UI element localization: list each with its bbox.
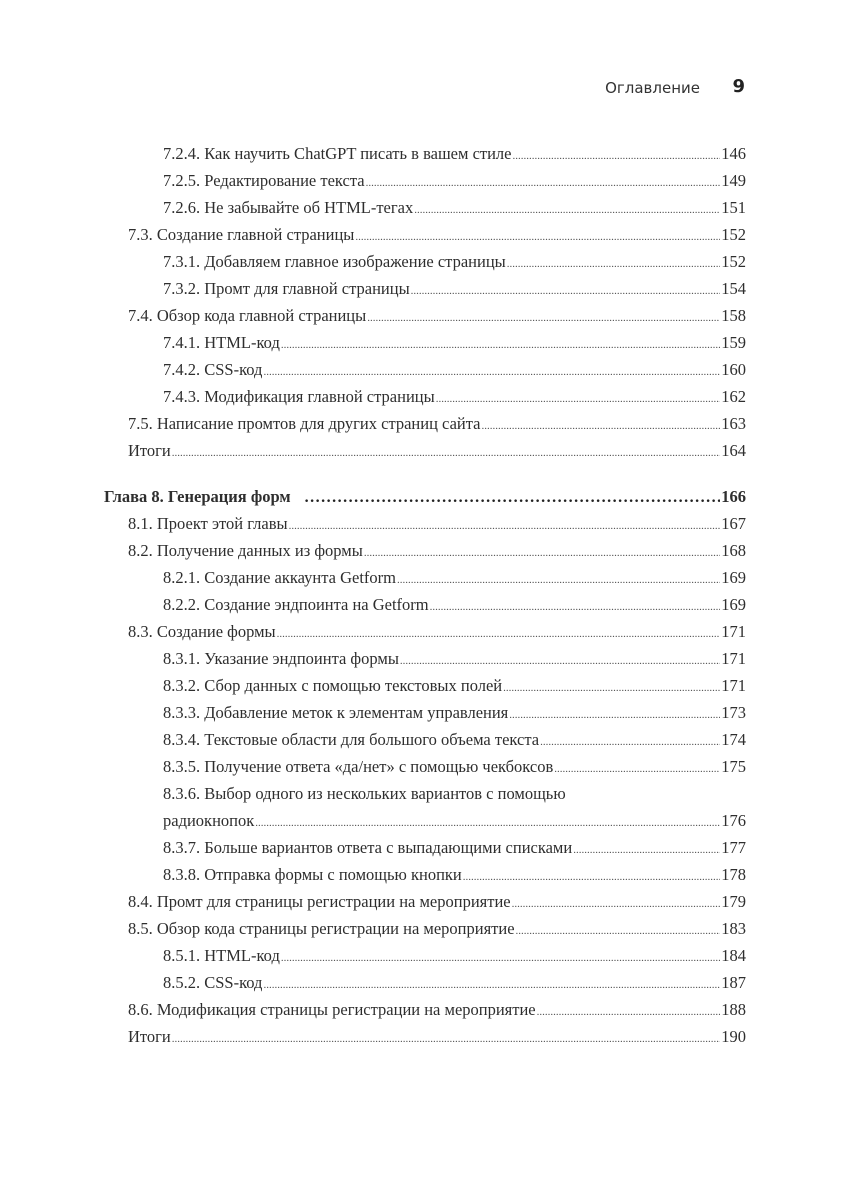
toc-entry[interactable] [104,645,746,672]
toc-entry-label: 8.3.5. Получение ответа «да/нет» с помощью чекбоксов [163,757,554,776]
page-number: 9 [732,76,745,97]
toc-entry-label: 8.3. Создание формы [128,622,276,641]
toc-entry-label: 7.2.6. Не забывайте об HTML-тегах [163,198,414,217]
toc-entry[interactable] [104,510,746,537]
toc-entry-page: 162 [721,387,746,406]
dot-leader [281,332,720,359]
toc-entry-label: 7.5. Написание промтов для других страниц сайта [128,414,481,433]
dot-leader [263,359,720,386]
dot-leader [397,567,720,594]
toc-entry[interactable] [104,221,746,248]
toc-entry[interactable] [104,618,746,645]
toc-entry-label: 8.2.1. Создание аккаунта Getform [163,568,396,587]
toc-entry-label: 8.3.6. Выбор одного из нескольких вариантов с помощью [163,784,566,803]
toc-entry-page: 184 [721,946,746,965]
toc-entry[interactable] [104,915,746,942]
dot-leader [364,540,720,567]
dot-leader [172,1026,720,1053]
toc-entry-page: 169 [721,595,746,614]
toc-entry-label: 7.4.1. HTML-код [163,333,280,352]
toc-entry-wrapped-continuation[interactable] [104,807,746,834]
dot-leader [436,386,721,413]
toc-entry[interactable] [104,167,746,194]
toc-entry[interactable] [104,564,746,591]
toc-entry-label: 8.3.8. Отправка формы с помощью кнопки [163,865,462,884]
toc-entry-label: 8.2.2. Создание эндпоинта на Getform [163,595,429,614]
dot-leader [172,440,720,467]
toc-entry[interactable] [104,834,746,861]
toc-entry-page: 178 [721,865,746,884]
dot-leader [463,864,721,891]
toc-entry-page: 149 [721,171,746,190]
toc-entry[interactable] [104,140,746,167]
dot-leader [305,484,721,511]
toc-entry[interactable] [104,329,746,356]
toc-entry-page: 152 [721,252,746,271]
dot-leader [263,972,720,999]
toc-entry-page: 171 [721,676,746,695]
toc-entry[interactable] [104,410,746,437]
toc-entry-label: 7.3.1. Добавляем главное изображение страницы [163,252,506,271]
toc-entry-page: 174 [721,730,746,749]
dot-leader [281,945,720,972]
toc-entry[interactable] [104,699,746,726]
toc-entry-label: 7.3.2. Промт для главной страницы [163,279,410,298]
toc-entry-page: 151 [721,198,746,217]
toc-entry-label: 8.3.2. Сбор данных с помощью текстовых полей [163,676,503,695]
toc-entry-page: 166 [721,487,746,506]
toc-entry-page: 152 [721,225,746,244]
toc-entry-label: 8.5. Обзор кода страницы регистрации на мероприятие [128,919,515,938]
toc-entry-label: 8.5.2. CSS-код [163,973,263,992]
toc-entry[interactable] [104,753,746,780]
dot-leader [509,702,720,729]
toc-entry-wrapped-first-line[interactable] [104,780,746,807]
dot-leader [537,999,721,1026]
toc-entry-label: 8.2. Получение данных из формы [128,541,363,560]
toc-entry-page: 171 [721,649,746,668]
toc-entry[interactable] [104,969,746,996]
toc-entry-label: Итоги [128,441,171,460]
toc-entry-page: 183 [721,919,746,938]
toc-entry-label: 8.3.4. Текстовые области для большого объема текста [163,730,540,749]
dot-leader [481,413,720,440]
toc-entry-label: 7.2.4. Как научить ChatGPT писать в вашем стиле [163,144,512,163]
dot-leader [414,197,720,224]
toc-entry-page: 176 [721,811,746,830]
toc-entry[interactable] [104,383,746,410]
toc-entry[interactable] [104,861,746,888]
dot-leader [507,251,721,278]
dot-leader [516,918,721,945]
dot-leader [513,143,721,170]
toc-entry-page: 146 [721,144,746,163]
toc-entry-label: 8.1. Проект этой главы [128,514,288,533]
dot-leader [366,170,721,197]
toc-entry[interactable] [104,942,746,969]
toc-entry-label: 8.3.1. Указание эндпоинта формы [163,649,399,668]
toc-entry[interactable] [104,996,746,1023]
toc-entry[interactable] [104,726,746,753]
toc-entry-label: 8.3.7. Больше вариантов ответа с выпадающими списками [163,838,573,857]
table-of-contents [104,140,746,1050]
dot-leader [355,224,720,251]
dot-leader [411,278,721,305]
toc-entry-page: 190 [721,1027,746,1046]
toc-entry-page: 173 [721,703,746,722]
toc-entry-label: 8.3.3. Добавление меток к элементам управления [163,703,509,722]
toc-entry-page: 168 [721,541,746,560]
toc-entry-page: 188 [721,1000,746,1019]
toc-entry-label: 7.2.5. Редактирование текста [163,171,365,190]
running-header [0,76,849,102]
toc-entry-label: Итоги [128,1027,171,1046]
toc-entry-page: 159 [721,333,746,352]
toc-entry-summary[interactable] [104,437,746,464]
toc-entry[interactable] [104,356,746,383]
toc-entry-page: 160 [721,360,746,379]
toc-entry-page: 175 [721,757,746,776]
toc-entry-label: 8.4. Промт для страницы регистрации на мероприятие [128,892,511,911]
toc-entry-label: 7.3. Создание главной страницы [128,225,355,244]
toc-entry-label: 8.5.1. HTML-код [163,946,280,965]
dot-leader [289,513,721,540]
dot-leader [554,756,720,783]
toc-chapter-label: Глава 8. Генерация форм [104,487,291,506]
toc-entry-page: 179 [721,892,746,911]
toc-entry[interactable] [104,888,746,915]
dot-leader [277,621,721,648]
toc-entry-page: 187 [721,973,746,992]
dot-leader [367,305,720,332]
toc-entry-page: 169 [721,568,746,587]
toc-entry-page: 163 [721,414,746,433]
dot-leader [540,729,720,756]
toc-chapter-heading[interactable] [104,483,746,510]
toc-entry[interactable] [104,591,746,618]
dot-leader [503,675,720,702]
toc-entry-page: 171 [721,622,746,641]
toc-entry-label: 7.4.3. Модификация главной страницы [163,387,435,406]
toc-entry[interactable] [104,275,746,302]
toc-entry[interactable] [104,302,746,329]
dot-leader [400,648,720,675]
toc-entry-label: 8.6. Модификация страницы регистрации на мероприятие [128,1000,536,1019]
toc-entry-label: 7.4. Обзор кода главной страницы [128,306,367,325]
running-header-title: Оглавление [605,79,700,97]
dot-leader [573,837,720,864]
toc-entry-page: 177 [721,838,746,857]
toc-entry[interactable] [104,537,746,564]
toc-entry[interactable] [104,194,746,221]
dot-leader [255,810,720,837]
toc-entry[interactable] [104,672,746,699]
toc-entry-label: 7.4.2. CSS-код [163,360,263,379]
toc-entry-page: 167 [721,514,746,533]
toc-entry[interactable] [104,248,746,275]
toc-entry-page: 158 [721,306,746,325]
toc-entry-page: 164 [721,441,746,460]
toc-entry-label-continuation: радиокнопок [163,811,255,830]
toc-entry-page: 154 [721,279,746,298]
dot-leader [430,594,721,621]
toc-entry-summary[interactable] [104,1023,746,1050]
dot-leader [512,891,721,918]
